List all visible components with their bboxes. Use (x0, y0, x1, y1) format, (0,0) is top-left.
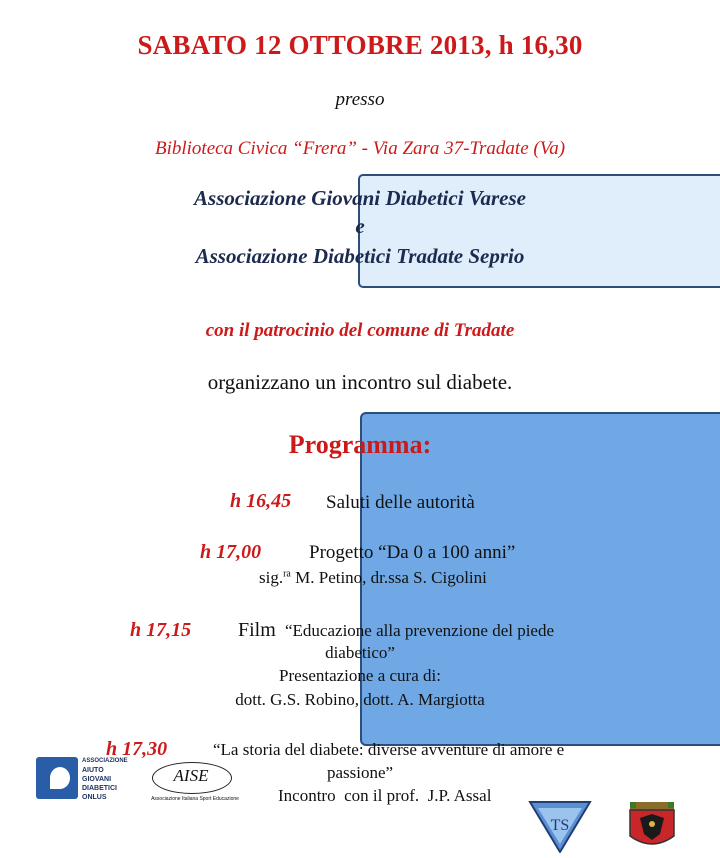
program-title-1: Saluti delle autorità (326, 492, 475, 513)
organizer-1: Associazione Giovani Diabetici Varese (194, 186, 526, 210)
agd-line: ASSOCIAZIONE (82, 758, 128, 764)
program-title-3-cont: diabetico” (325, 643, 395, 662)
agd-logo-text (82, 757, 128, 802)
agd-line: DIABETICI (82, 785, 117, 792)
aise-tagline: Associazione Italiana Sport Educazione (151, 796, 239, 802)
program-speakers-2 (259, 568, 487, 588)
ts-shield-logo (528, 800, 592, 853)
ts-letters: TS (550, 817, 570, 834)
speakers-superscript: ra (283, 568, 291, 580)
program-time-3: h 17,15 (130, 619, 192, 641)
venue-line: Biblioteca Civica “Frera” - Via Zara 37-Tradate (Va) (154, 138, 566, 159)
agd-line: AIUTO (82, 767, 104, 774)
organizer-conjunction: e (355, 214, 365, 238)
program-title-2: Progetto “Da 0 a 100 anni” (309, 542, 516, 563)
ts-shield-icon (528, 800, 592, 853)
speakers-prefix: sig. (259, 568, 284, 587)
organizer-2: Associazione Diabetici Tradate Seprio (195, 244, 525, 268)
town-crest-logo (622, 800, 682, 853)
program-title-4: “La storia del diabete: diverse avventure di amore e (213, 740, 565, 759)
aise-logo (148, 762, 240, 806)
agd-line: ONLUS (82, 794, 107, 801)
patronage-line: con il patrocinio del comune di Tradate (205, 320, 515, 341)
program-speakers-4: Incontro con il prof. J.P. Assal (278, 786, 492, 805)
presso-label: presso (335, 89, 385, 110)
program-time-1: h 16,45 (230, 490, 292, 512)
speakers-names: M. Petino, dr.ssa S. Cigolini (290, 568, 487, 587)
program-time-4: h 17,30 (106, 738, 168, 760)
program-time-2: h 17,00 (200, 541, 262, 563)
program-title-4-cont: passione” (326, 763, 394, 782)
program-speakers-3: dott. G.S. Robino, dott. A. Margiotta (235, 690, 485, 709)
program-note-3: Presentazione a cura di: (279, 666, 441, 685)
program-prefix-3: Film (238, 619, 276, 641)
event-date-heading: SABATO 12 OTTOBRE 2013, h 16,30 (137, 30, 583, 60)
aise-wordmark: AISE (173, 766, 209, 785)
agd-logo (36, 757, 136, 803)
program-heading: Programma: (288, 430, 432, 459)
agd-mark-icon (36, 757, 78, 799)
intro-line: organizzano un incontro sul diabete. (207, 370, 513, 394)
program-title-3: “Educazione alla prevenzione del piede (285, 621, 555, 640)
agd-line: GIOVANI (82, 776, 112, 783)
crest-icon (622, 800, 682, 853)
